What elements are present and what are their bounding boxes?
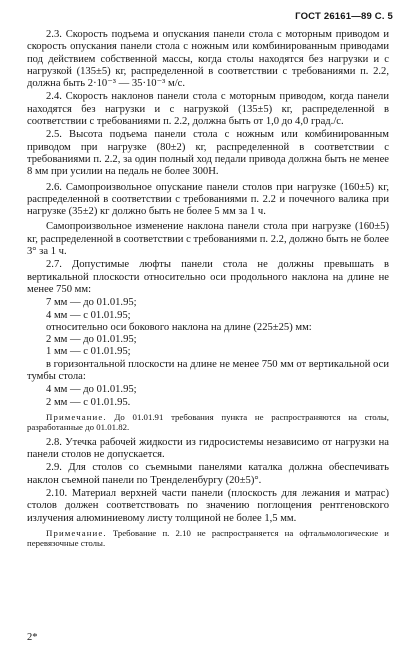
note-label: Примечание. bbox=[46, 527, 107, 538]
paragraph-2-3: 2.3. Скорость подъема и опускания панели стола с моторным приводом и скорость опускания панели стола с ножным или комбинированным приводами под действием собственной массы, когда столы находятся без нагрузки и с нагрузкой (135±5) кг, распределенной в соответствии с требованиями п. 2.2, должна быть 2·10⁻³ — 35·10⁻³ м/с. bbox=[27, 29, 389, 90]
note-2-7 bbox=[27, 412, 389, 433]
paragraph-2-5: 2.5. Высота подъема панели стола с ножным или комбинированным приводом при нагрузке (80±2) кг, распределенной в соответствии с требованиями п. 2.2, за один полный ход педали привода должна быть не менее 8 мм при усилии на педаль не более 300Н. bbox=[27, 129, 389, 178]
play-limit-line: 2 мм — с 01.01.95. bbox=[46, 396, 131, 408]
paragraph-2-6-tilt: Самопроизвольное изменение наклона панели стола при нагрузке (160±5) кг, распределенной в соответствии с требованиями п. 2.2, должно быть не более 3° за 1 ч. bbox=[27, 221, 389, 258]
paragraph-2-10: 2.10. Материал верхней части панели (плоскость для лежания и матрас) столов должен соответствовать по значению поглощения рентгеновского излучения алюминиевому листу толщиной не более 1,5 мм. bbox=[27, 487, 389, 524]
note-label: Примечание. bbox=[46, 411, 107, 422]
play-limit-line: 1 мм — с 01.01.95; bbox=[46, 346, 131, 358]
paragraph-2-6: 2.6. Самопроизвольное опускание панели столов при нагрузке (160±5) кг, распределенной в соответствии с требованиями п. 2.2 и почечного валика при нагрузке (35±2) кг должно быть не более 5 мм за 1 ч. bbox=[27, 181, 389, 218]
note-text: Требование п. 2.10 не распространяется на офтальмологические и перевязочные столы. bbox=[27, 527, 389, 549]
play-limit-heading: относительно оси бокового наклона на длине (225±25) мм: bbox=[46, 321, 312, 333]
note-2-10 bbox=[27, 528, 389, 549]
play-limit-line: 7 мм — до 01.01.95; bbox=[46, 297, 137, 309]
play-limit-line: 2 мм — до 01.01.95; bbox=[46, 334, 137, 346]
document-body bbox=[27, 29, 389, 553]
note-text: До 01.01.91 требования пункта не распространяются на столы, разработанные до 01.01.82. bbox=[27, 411, 389, 433]
paragraph-2-8: 2.8. Утечка рабочей жидкости из гидросистемы независимо от нагрузки на панели столов не допускается. bbox=[27, 436, 389, 461]
paragraph-2-4: 2.4. Скорость наклонов панели стола с моторным приводом, когда панели находятся без нагрузки и с нагрузкой (135±5) кг, распределенной в соответствии с требованиями п. 2.2, должна быть от 1,0 до 4,0 град./с. bbox=[27, 91, 389, 128]
play-limit-horizontal: в горизонтальной плоскости на длине не менее 750 мм от вертикальной оси тумбы стола: bbox=[27, 358, 389, 383]
paragraph-2-9: 2.9. Для столов со съемными панелями каталка должна обеспечивать наклон съемной панели по Тренделенбургу (20±5)°. bbox=[27, 462, 389, 486]
page-header: ГОСТ 26161—89 С. 5 bbox=[295, 11, 393, 22]
page-footer-mark: 2* bbox=[27, 632, 38, 643]
paragraph-2-7: 2.7. Допустимые люфты панели стола не должны превышать в вертикальной плоскости относительно оси продольного наклона на длине не менее 750 мм: bbox=[27, 259, 389, 295]
play-limit-line: 4 мм — с 01.01.95; bbox=[46, 309, 131, 321]
play-limit-line: 4 мм — до 01.01.95; bbox=[46, 384, 137, 396]
